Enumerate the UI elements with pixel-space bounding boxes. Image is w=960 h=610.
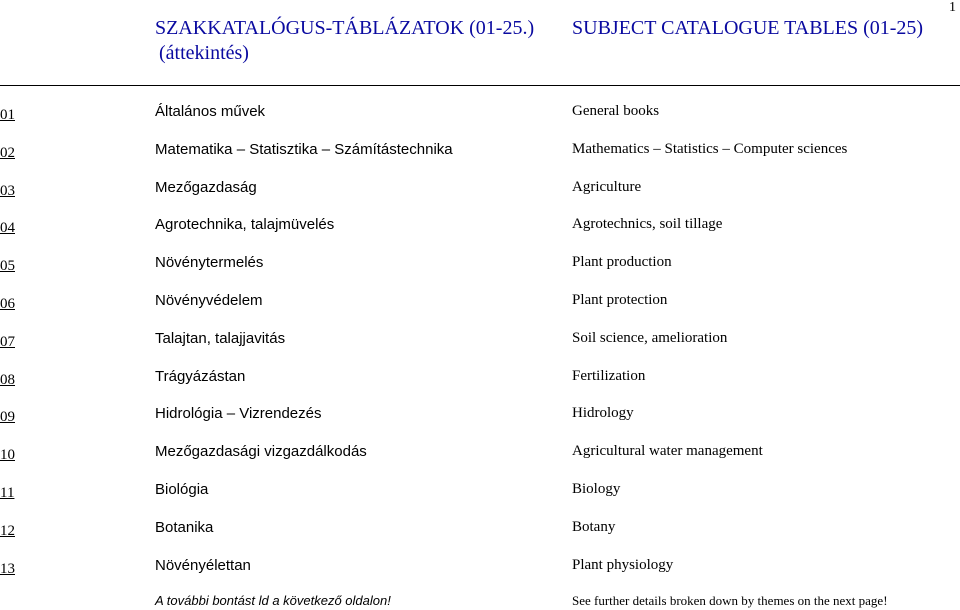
row-hungarian: Matematika – Statisztika – Számítástechnika — [155, 140, 453, 158]
row-english: Fertilization — [572, 367, 646, 384]
footnote-hungarian: A további bontást ld a következő oldalon! — [155, 593, 391, 608]
row-hungarian: Növényélettan — [155, 556, 251, 574]
row-hungarian: Mezőgazdaság — [155, 178, 257, 196]
header-divider — [0, 85, 960, 86]
row-code[interactable]: 05 — [0, 258, 15, 275]
row-hungarian: Botanika — [155, 518, 214, 536]
row-english: Mathematics – Statistics – Computer sciences — [572, 140, 848, 157]
row-english: Agricultural water management — [572, 443, 763, 460]
row-hungarian: Trágyázástan — [155, 367, 246, 385]
row-english: Botany — [572, 518, 616, 535]
table-row — [0, 177, 960, 215]
table-row — [0, 139, 960, 177]
row-english: Agrotechnics, soil tillage — [572, 216, 723, 233]
table-row — [0, 441, 960, 479]
title-english: SUBJECT CATALOGUE TABLES (01-25) — [572, 17, 924, 39]
row-english: Soil science, amelioration — [572, 329, 728, 346]
page-number: 1 — [949, 0, 956, 15]
row-code[interactable]: 07 — [0, 333, 15, 350]
title-hungarian — [155, 16, 555, 66]
table-row — [0, 479, 960, 517]
table-row — [0, 290, 960, 328]
row-code[interactable]: 09 — [0, 409, 15, 426]
row-english: Plant protection — [572, 291, 668, 308]
row-code[interactable]: 08 — [0, 371, 15, 388]
row-hungarian: Biológia — [155, 480, 209, 498]
row-code[interactable]: 01 — [0, 107, 15, 123]
row-code[interactable]: 04 — [0, 220, 15, 237]
footnote-english: See further details broken down by themes on the next page! — [572, 593, 888, 608]
row-english: Plant physiology — [572, 556, 674, 573]
table-row — [0, 403, 960, 441]
table-row — [0, 328, 960, 366]
row-hungarian: Hidrológia – Vizrendezés — [155, 405, 322, 423]
catalogue-table — [0, 101, 960, 592]
row-code[interactable]: 11 — [0, 484, 15, 501]
table-row — [0, 555, 960, 593]
row-hungarian: Növénytermelés — [155, 254, 264, 272]
table-row — [0, 366, 960, 404]
table-row — [0, 252, 960, 290]
row-hungarian: Növényvédelem — [155, 291, 263, 309]
title-hungarian-line1: SZAKKATALÓGUS-TÁBLÁZATOK (01-25.) — [155, 17, 535, 39]
row-code[interactable]: 10 — [0, 447, 15, 464]
row-code[interactable]: 03 — [0, 182, 15, 199]
table-row — [0, 517, 960, 555]
row-code[interactable]: 06 — [0, 295, 15, 312]
row-code[interactable]: 12 — [0, 522, 15, 539]
row-hungarian: Agrotechnika, talajmüvelés — [155, 216, 335, 234]
title-hungarian-line2: (áttekintés) — [159, 42, 249, 64]
row-code[interactable]: 13 — [0, 560, 15, 577]
table-row — [0, 101, 960, 139]
row-hungarian: Mezőgazdasági vizgazdálkodás — [155, 443, 367, 461]
row-code[interactable]: 02 — [0, 144, 15, 161]
row-english: Biology — [572, 480, 621, 497]
row-english: Plant production — [572, 254, 672, 271]
row-english: Hidrology — [572, 405, 634, 422]
row-hungarian: Talajtan, talajjavitás — [155, 329, 286, 347]
table-row — [0, 214, 960, 252]
row-english: Agriculture — [572, 178, 642, 195]
row-hungarian: Általános művek — [155, 103, 266, 120]
row-english: General books — [572, 103, 660, 119]
